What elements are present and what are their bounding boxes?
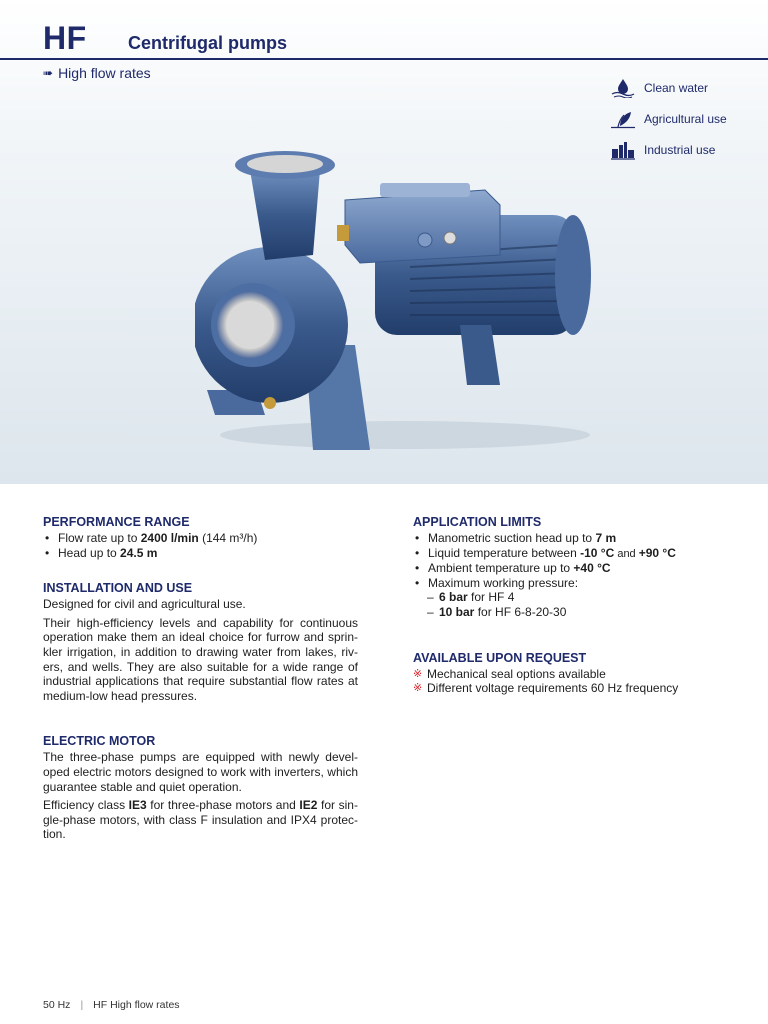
usage-label: Industrial use: [644, 143, 716, 157]
page-footer: [43, 999, 180, 1011]
list-item: ※ Different voltage requirements 60 Hz frequency: [413, 681, 733, 696]
subtitle: [43, 65, 151, 81]
pressure-value: 6 bar: [439, 590, 468, 605]
motor-section: [43, 733, 358, 842]
text: for sin- gle-phase motors, with class F insulation and IPX4 protec- tion.: [43, 798, 358, 842]
performance-section: [43, 514, 358, 560]
text: Head up to: [58, 545, 121, 560]
water-drop-icon: [610, 78, 636, 98]
list-item: [43, 546, 358, 561]
request-section: [413, 650, 733, 696]
section-heading: PERFORMANCE RANGE: [43, 515, 190, 529]
paragraph: The three-phase pumps are equipped with newly devel- oped electric motors designed to work with inverters, which guarantee stable and quiet operation.: [43, 750, 358, 794]
footer-separator: |: [80, 999, 84, 1011]
paragraph: [43, 798, 358, 842]
product-code: HF: [43, 20, 87, 56]
footer-label: HF High flow rates: [93, 999, 180, 1011]
list-item: [413, 590, 733, 605]
liquid-min-temp: -10 °C: [580, 545, 615, 560]
agriculture-icon: [610, 109, 636, 129]
section-heading: AVAILABLE UPON REQUEST: [413, 650, 587, 665]
list-item: ※ Mechanical seal options available: [413, 667, 733, 682]
liquid-max-temp: +90 °C: [638, 545, 676, 560]
text: Efficiency class: [43, 798, 129, 813]
text: Liquid temperature between: [428, 545, 581, 560]
footer-frequency: 50 Hz: [43, 999, 71, 1011]
usage-list: [610, 78, 727, 171]
right-column: [413, 514, 733, 716]
limits-section: [413, 514, 733, 620]
page-title: Centrifugal pumps: [128, 33, 288, 53]
list-item: [43, 531, 358, 546]
header-divider: [0, 58, 768, 60]
text: Maximum working pressure:: [428, 575, 579, 590]
text: and: [614, 547, 639, 560]
pressure-value: 10 bar: [439, 604, 475, 619]
text: (144 m³/h): [198, 531, 258, 545]
usage-item-industrial: [610, 140, 727, 160]
text: for HF 4: [467, 590, 515, 605]
installation-section: [43, 580, 358, 703]
list-item: [413, 605, 733, 620]
efficiency-class: IE2: [299, 798, 318, 813]
section-heading: APPLICATION LIMITS: [413, 515, 542, 529]
text: for three-phase motors and: [146, 798, 300, 813]
usage-label: Agricultural use: [644, 112, 727, 126]
list-item: [413, 546, 733, 562]
industry-icon: [610, 140, 636, 160]
section-heading: ELECTRIC MOTOR: [43, 734, 156, 749]
list-item: [413, 531, 733, 546]
flow-rate-value: 2400 l/min: [140, 531, 199, 545]
left-column: [43, 514, 358, 862]
suction-value: 7 m: [595, 531, 617, 545]
head-value: 24.5 m: [120, 545, 158, 560]
text: Flow rate up to: [58, 531, 141, 545]
subtitle-text: High flow rates: [58, 65, 151, 81]
text: Manometric suction head up to: [428, 531, 596, 545]
usage-item-clean-water: [610, 78, 727, 98]
ambient-temp: +40 °C: [573, 561, 611, 576]
paragraph: Their high-efficiency levels and capability for continuous operation make them an ideal choice for furrow and sprin- kler irrigation, in addition to drawing water from lakes, riv- ers, and wells. They are also suitable for a wide range of industrial applications that require substantial flow rates at medium-low head pressures.: [43, 615, 358, 703]
text: Ambient temperature up to: [428, 561, 574, 576]
pump-product-image: [195, 145, 600, 460]
usage-label: Clean water: [644, 81, 709, 95]
text: for HF 6-8-20-30: [474, 604, 567, 619]
section-heading: INSTALLATION AND USE: [43, 581, 193, 596]
arrow-right-icon: ➠: [43, 66, 54, 80]
list-item: [413, 561, 733, 576]
paragraph: Designed for civil and agricultural use.: [43, 597, 246, 612]
usage-item-agricultural: [610, 109, 727, 129]
list-item: [413, 576, 733, 591]
efficiency-class: IE3: [128, 798, 147, 813]
